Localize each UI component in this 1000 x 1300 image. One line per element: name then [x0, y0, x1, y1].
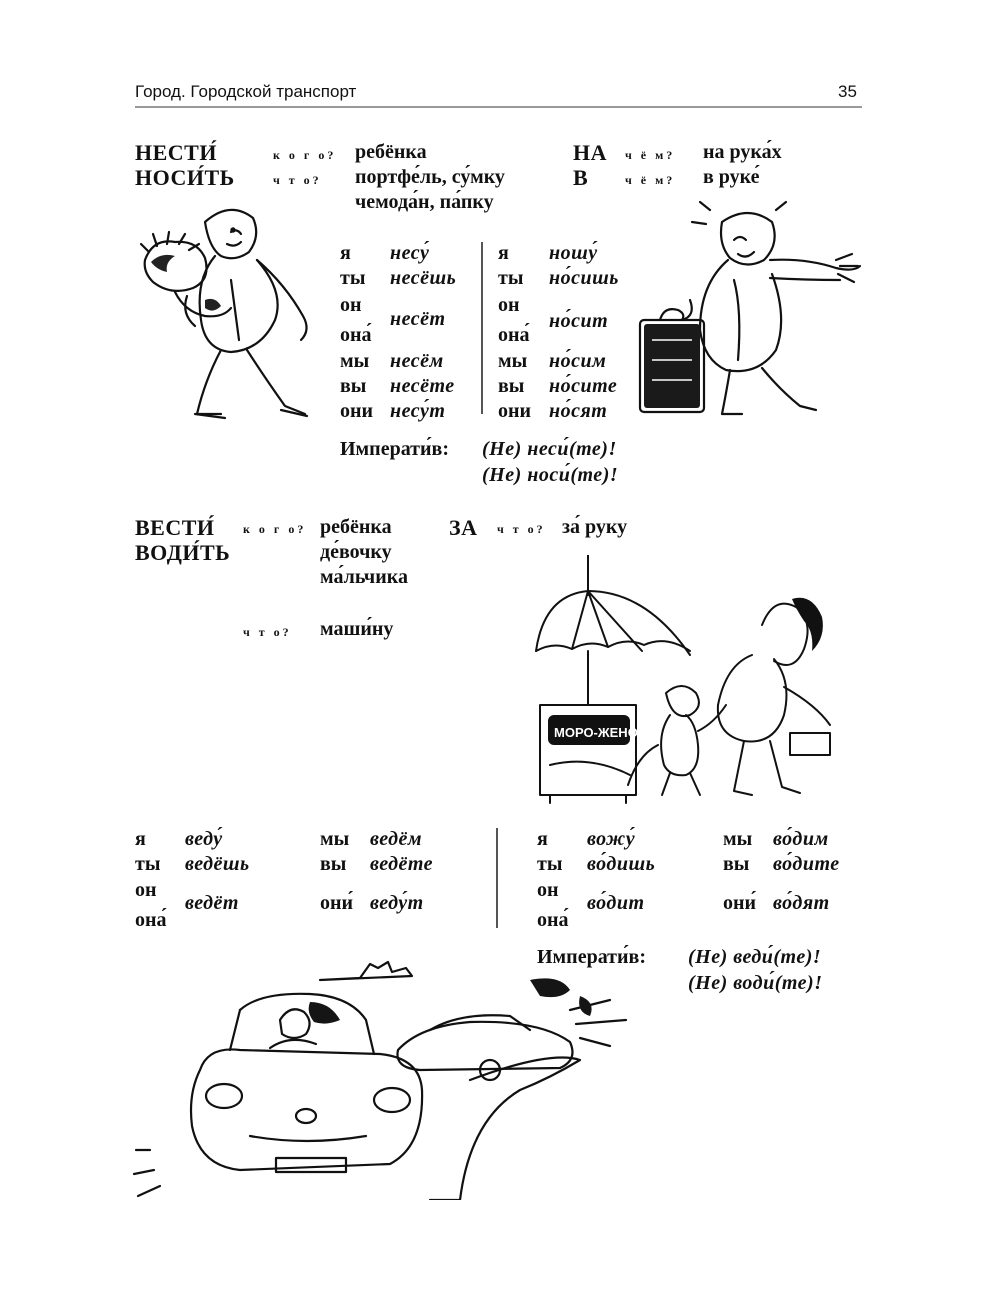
ice-cream-sign: МОРО-ЖЕНОЕ [554, 725, 647, 740]
verb-form: несём [390, 350, 444, 372]
object-malchika: ма́льчика [320, 566, 408, 588]
verb-form: во́дим [773, 828, 829, 850]
phrase-v-ruke: в руке́ [703, 166, 760, 188]
verb-nesti: НЕСТИ́ [135, 140, 217, 165]
pronoun: ты [498, 267, 524, 289]
preposition-v: В [573, 165, 589, 190]
verb-form: но́сите [549, 375, 618, 397]
object-chemodan: чемода́н, па́пку [355, 191, 494, 213]
object-rebenka: ребёнка [320, 516, 392, 538]
pronoun: ты [537, 853, 563, 875]
question-chto: ч т о? [243, 625, 292, 639]
pronoun: они [340, 400, 374, 422]
pronoun: они́ [723, 892, 757, 914]
object-mashinu: маши́ну [320, 618, 394, 640]
pronoun: вы [723, 853, 750, 875]
verb-form: ведёт [185, 892, 239, 914]
pronoun: они́ [320, 892, 354, 914]
object-devochku: де́вочку [320, 541, 392, 563]
question-chem-1: ч ё м? [625, 148, 676, 162]
pronoun: он [537, 879, 559, 901]
question-chto-za: ч т о? [497, 522, 546, 536]
imperative-label: Императи́в: [340, 438, 449, 460]
pronoun: она́ [537, 909, 569, 931]
imperative-vodit: (Не) води́(те)! [688, 972, 823, 994]
verb-form: веду́т [370, 892, 424, 914]
man-carrying-child-drawing [135, 200, 335, 425]
pronoun: она́ [498, 324, 530, 346]
verb-form: вожу́ [587, 828, 636, 850]
imperative-vesti: (Не) веди́(те)! [688, 946, 822, 968]
pronoun: она́ [135, 909, 167, 931]
pronoun: я [340, 242, 351, 264]
pronoun: он [340, 294, 362, 316]
verb-form: ведёшь [185, 853, 250, 875]
verb-form: но́сишь [549, 267, 619, 289]
header-rule [135, 106, 862, 108]
verb-form: веду́ [185, 828, 223, 850]
pronoun: мы [320, 828, 350, 850]
mother-leading-child-drawing [530, 555, 860, 805]
pronoun: мы [723, 828, 753, 850]
imperative-nesti: (Не) неси́(те)! [482, 438, 617, 460]
phrase-za-ruku: за́ руку [562, 516, 628, 538]
pronoun: он [498, 294, 520, 316]
imperative-nosit: (Не) носи́(те)! [482, 464, 619, 486]
pronoun: ты [340, 267, 366, 289]
verb-form: несу́т [390, 400, 446, 422]
column-divider [496, 828, 498, 928]
verb-form: во́дит [587, 892, 645, 914]
phrase-na-rukah: на рука́х [703, 141, 782, 163]
preposition-na: НА [573, 140, 607, 165]
verb-form: во́дите [773, 853, 840, 875]
verb-form: во́дят [773, 892, 830, 914]
pronoun: я [537, 828, 548, 850]
man-with-suitcase-drawing [630, 200, 870, 425]
preposition-za: ЗА [449, 515, 478, 540]
running-header-title: Город. Городской транспорт [135, 82, 357, 101]
verb-form: несёт [390, 308, 446, 330]
pronoun: она́ [340, 324, 372, 346]
object-portfel: портфе́ль, су́мку [355, 166, 505, 188]
question-kogo: к о г о? [273, 148, 337, 162]
page-number: 35 [838, 82, 857, 101]
question-chto: ч т о? [273, 173, 322, 187]
verb-form: несёшь [390, 267, 457, 289]
verb-vesti: ВЕСТИ́ [135, 515, 215, 540]
verb-form: ведёте [370, 853, 434, 875]
verb-form: во́дишь [587, 853, 656, 875]
pronoun: мы [340, 350, 370, 372]
pronoun: я [498, 242, 509, 264]
question-kogo: к о г о? [243, 522, 307, 536]
imperative-label: Императи́в: [537, 946, 646, 968]
pronoun: ты [135, 853, 161, 875]
verb-form: но́сит [549, 310, 609, 332]
question-chem-2: ч ё м? [625, 173, 676, 187]
pronoun: я [135, 828, 146, 850]
pronoun: мы [498, 350, 528, 372]
verb-form: но́сим [549, 350, 607, 372]
pronoun: вы [340, 375, 367, 397]
verb-nosit: НОСИ́ТЬ [135, 165, 235, 190]
pronoun: они [498, 400, 532, 422]
verb-form: ношу́ [549, 242, 598, 264]
pronoun: вы [498, 375, 525, 397]
cars-driving-drawing [130, 950, 660, 1200]
verb-form: несёте [390, 375, 455, 397]
pronoun: он [135, 879, 157, 901]
object-rebenka: ребёнка [355, 141, 427, 163]
pronoun: вы [320, 853, 347, 875]
column-divider [481, 242, 483, 414]
verb-form: ведём [370, 828, 423, 850]
verb-form: но́сят [549, 400, 608, 422]
verb-form: несу́ [390, 242, 430, 264]
verb-vodit: ВОДИ́ТЬ [135, 540, 231, 565]
